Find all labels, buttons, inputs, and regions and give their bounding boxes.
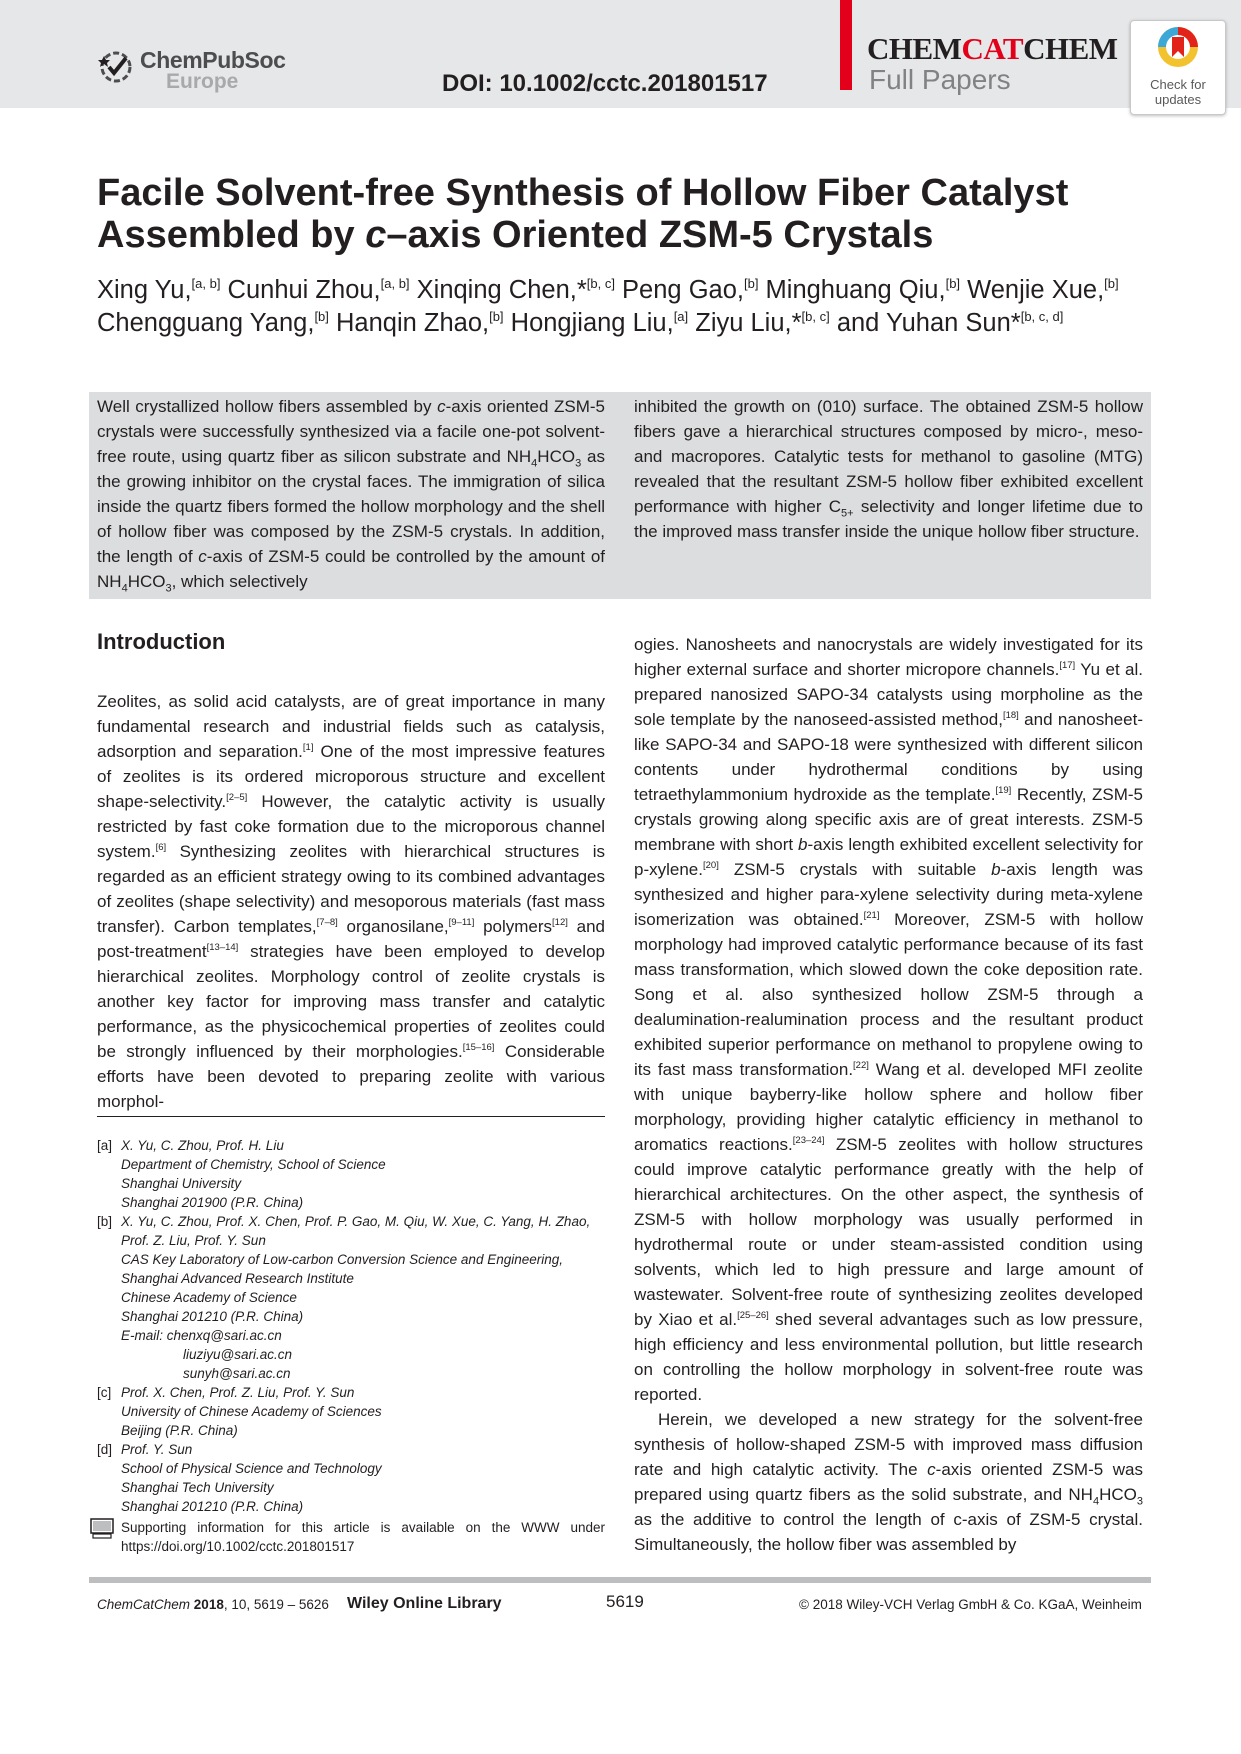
citation[interactable]: [17]: [1059, 660, 1076, 671]
citation[interactable]: [7–8]: [316, 917, 338, 928]
abstract-left: Well crystallized hollow fibers assembled by c-axis oriented ZSM-5 crystals were successfully synthesized via a facile one-pot solvent-free route, using quartz fiber as silicon substrate and $NH_4HCO_3$ as the growing inhibitor on the crystal faces. The immigration of silica inside the quartz fibers formed the hollow morphology and the shell of hollow fiber was composed by the ZSM-5 crystals. In addition, the length of c-axis of ZSM-5 could be controlled by the amount of $NH_4HCO_3$, which selectively: [97, 397, 605, 595]
author: Hanqin Zhao,[b]: [328, 309, 504, 337]
author: Xinqing Chen,*[b, c]: [409, 276, 615, 304]
check-for-updates-button[interactable]: [1130, 20, 1226, 115]
title-line2-post: –axis Oriented ZSM-5 Crystals: [386, 214, 934, 256]
crossmark-icon: [1156, 25, 1200, 75]
affiliation-d: [d] Prof. Y. Sun School of Physical Science and Technology Shanghai Tech University Shanghai 201210 (P.R. China): [97, 1442, 382, 1514]
paragraph: ogies. Nanosheets and nanocrystals are widely investigated for its higher external surface and shorter micropore channels.[17] Yu et al. prepared nanosized SAPO-34 catalysts using morpholine as the sole template by the nanoseed-assisted method,[18] and nanosheet-like SAPO-34 and SAPO-18 were synthesized with different silicon contents under hydrothermal conditions by using tetraethylammonium hydroxide as the template.[19] Recently, ZSM-5 crystals growing along specific axis are of great interests. ZSM-5 membrane with short b-axis length exhibited excellent selectivity for p-xylene.[20] ZSM-5 crystals with suitable b-axis length was synthesized and higher para-xylene selectivity during meta-xylene isomerization was obtained.[21] Moreover, ZSM-5 with hollow morphology had improved catalytic performance because of its fast mass transformation, which slowed down the coke deposition rate. Song et al. also synthesized hollow ZSM-5 through a dealumination-realumination process and the resultant product exhibited superior performance on methanol to propylene owing to its fast mass transformation.[22] Wang et al. developed MFI zeolite with unique bayberry-like hollow sphere and hollow fiber morphology, providing higher catalytic efficiency in methanol to aromatics reactions.[23–24] ZSM-5 zeolites with hollow structures could improve catalytic performance greatly with the help of hierarchical architectures. On the other aspect, the synthesis of ZSM-5 with hollow morphology was usually performed in hydrothermal route or under steam-assisted condition using solvents, which led to high pressure and large amount of wastewater. Solvent-free route of synthesizing zeolites developed by Xiao et al.[25–26] shed several advantages such as low pressure, high efficiency and less environmental pollution, but little research on controlling the hollow morphology in solvent-free route was reported.: [634, 635, 1144, 1404]
email-link[interactable]: sunyh@sari.ac.cn: [183, 1366, 291, 1381]
citation[interactable]: [18]: [1002, 710, 1019, 721]
citation[interactable]: [23–24]: [792, 1135, 825, 1146]
article-type: Full Papers: [869, 64, 1011, 95]
title-line2-italic: c: [365, 214, 387, 256]
author: Cunhui Zhou,[a, b]: [220, 276, 410, 304]
author: and Yuhan Sun*[b, c, d]: [829, 309, 1064, 337]
email-link[interactable]: liuziyu@sari.ac.cn: [183, 1347, 292, 1362]
article-title: [97, 172, 1147, 256]
citation[interactable]: [2–5]: [226, 792, 248, 803]
author-list: [97, 274, 1157, 340]
journal-accent-bar: [840, 0, 852, 90]
computer-icon: [90, 1518, 114, 1540]
footer-citation: ChemCatChem 2018, 10, 5619 – 5626: [97, 1597, 329, 1612]
section-heading: Introduction: [97, 629, 226, 654]
author: Minghuang Qiu,[b]: [758, 276, 961, 304]
copyright: © 2018 Wiley-VCH Verlag GmbH & Co. KGaA, Weinheim: [799, 1597, 1142, 1612]
footer-divider: [89, 1577, 1151, 1583]
citation[interactable]: [1]: [302, 742, 314, 753]
citation[interactable]: [21]: [863, 910, 880, 921]
citation[interactable]: [6]: [155, 842, 167, 853]
supporting-information-link[interactable]: Supporting information for this article is available on the WWW under https://doi.org/10.1002/cctc.201801517: [121, 1520, 605, 1554]
citation[interactable]: [13–14]: [206, 942, 239, 953]
intro-text-right: [634, 632, 1143, 1557]
page-number: 5619: [606, 1592, 644, 1611]
wiley-online-library-link[interactable]: Wiley Online Library: [347, 1595, 502, 1612]
title-line1: Facile Solvent-free Synthesis of Hollow Fiber Catalyst: [97, 172, 1069, 214]
journal-name-part3: CHEM: [1023, 31, 1118, 66]
paragraph: Herein, we developed a new strategy for the solvent-free synthesis of hollow-shaped ZSM-5 with improved mass diffusion rate and high catalytic activity. The c-axis oriented ZSM-5 was prepared using quartz fibers as the solid substrate, and $NH_4HCO_3$ as the additive to control the length of c-axis of ZSM-5 crystal. Simultaneously, the hollow fiber was assembled by: [634, 1410, 1144, 1554]
logo-name: ChemPubSoc: [140, 47, 286, 73]
author: Ziyu Liu,*[b, c]: [688, 309, 830, 337]
author: Chengguang Yang,[b]: [97, 309, 329, 337]
abstract-right: inhibited the growth on (010) surface. The obtained ZSM-5 hollow fibers gave a hierarchical structures composed by micro-, meso- and macropores. Catalytic tests for methanol to gasoline (MTG) revealed that the resultant ZSM-5 hollow fiber exhibited excellent performance with higher $C_{5+}$ selectivity and longer lifetime due to the improved mass transfer inside the unique hollow fiber structure.: [634, 397, 1143, 541]
journal-name-part1: CHEM: [867, 31, 962, 66]
citation[interactable]: [12]: [552, 917, 568, 928]
affiliation-c: [c] Prof. X. Chen, Prof. Z. Liu, Prof. Y. Sun University of Chinese Academy of Sciences Beijing (P.R. China): [97, 1385, 382, 1438]
citation[interactable]: [20]: [702, 860, 719, 871]
affiliation-b: [b] X. Yu, C. Zhou, Prof. X. Chen, Prof. P. Gao, M. Qiu, W. Xue, C. Yang, H. Zhao, Prof. Z. Liu, Prof. Y. Sun CAS Key Laboratory of Low-carbon Conversion Science and Engineering, Shanghai Advanced Research Institute Chinese Academy of Science Shanghai 201210 (P.R. China) E-mail: chenxq@sari.ac.cn liuziyu@sari.ac.cn sunyh@sari.ac.cn: [97, 1212, 605, 1383]
chempubsoc-logo-icon: [98, 48, 134, 84]
footnote-divider: [97, 1116, 605, 1117]
doi[interactable]: DOI: 10.1002/cctc.201801517: [442, 70, 768, 97]
check-for-updates-label: Check for updates: [1150, 77, 1206, 107]
affiliation-a: [a] X. Yu, C. Zhou, Prof. H. Liu Department of Chemistry, School of Science Shanghai University Shanghai 201900 (P.R. China): [97, 1138, 386, 1210]
journal-name-part2: CAT: [961, 31, 1024, 66]
journal-name: [867, 32, 1118, 66]
citation[interactable]: [15–16]: [462, 1042, 495, 1053]
citation[interactable]: [19]: [995, 785, 1012, 796]
author: Hongjiang Liu,[a]: [503, 309, 689, 337]
title-line2-pre: Assembled by: [97, 214, 366, 256]
email-link[interactable]: E-mail: chenxq@sari.ac.cn: [121, 1328, 282, 1343]
author: Peng Gao,[b]: [614, 276, 759, 304]
citation[interactable]: [9–11]: [448, 917, 475, 928]
author: Wenjie Xue,[b]: [960, 276, 1119, 304]
supporting-information: [90, 1518, 605, 1558]
citation[interactable]: [22]: [853, 1060, 869, 1071]
citation[interactable]: [25–26]: [737, 1310, 769, 1321]
logo-subtitle: Europe: [166, 70, 239, 93]
affiliations: [97, 1136, 605, 1516]
intro-text-left: Zeolites, as solid acid catalysts, are of great importance in many fundamental research and industrial fields such as catalysis, adsorption and separation.[1] One of the most impressive features of zeolites is its ordered microporous structure and excellent shape-selectivity.[2–5] However, the catalytic activity is usually restricted by fast coke formation due to the microporous channel system.[6] Synthesizing zeolites with hierarchical structures is regarded as an efficient strategy owing to its combined advantages of zeolites (shape selectivity) and mesoporous materials (fast mass transfer). Carbon templates,[7–8] organosilane,[9–11] polymers[12] and post-treatment[13–14] strategies have been employed to develop hierarchical zeolites. Morphology control of zeolite crystals is another key factor for improving mass transfer and catalytic performance, as the physicochemical properties of zeolites could be strongly influenced by their morphologies.[15–16] Considerable efforts have been devoted to preparing zeolite with various morphol-: [97, 692, 606, 1111]
author: Xing Yu,[a, b]: [97, 276, 221, 304]
